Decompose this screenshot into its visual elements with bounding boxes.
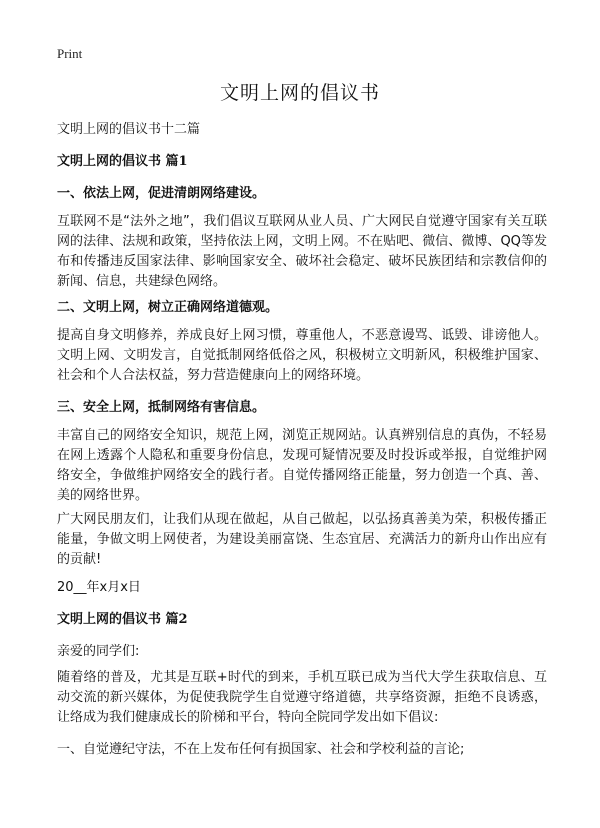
article-1-heading: 文明上网的倡议书 篇1 xyxy=(57,154,188,169)
section-3-heading: 三、安全上网，抵制网络有害信息。 xyxy=(57,400,266,415)
document-subtitle: 文明上网的倡议书十二篇 xyxy=(57,122,201,137)
closing-paragraph: 广大网民朋友们，让我们从现在做起，从自己做起，以弘扬真善美为荣，积极传播正能量，争做文明上网使者，为建设美丽富饶、生态宜居、充满活力的新舟山作出应有的贡献! xyxy=(57,512,547,567)
section-1-text: 互联网不是“法外之地”，我们倡议互联网从业人员、广大网民自觉遵守国家有关互联网的法律、法规和政策，坚持依法上网，文明上网。不在贴吧、微信、微博、QQ等发布和传播违反国家法律、影响国家安全、破坏社会稳定、破坏民族团结和宗教信仰的新闻、信息，共建绿色网络。 xyxy=(57,214,547,289)
intro-paragraph: 随着络的普及，尤其是互联+时代的到来，手机互联已成为当代大学生获取信息、互动交流的新兴媒体，为促使我院学生自觉遵守络道德，共享络资源，拒绝不良诱惑，让络成为我们健康成长的阶梯和平台，特向全院同学发出如下倡议: xyxy=(57,670,547,725)
section-2-heading: 二、文明上网，树立正确网络道德观。 xyxy=(57,300,279,315)
page-title: 文明上网的倡议书 xyxy=(219,82,380,104)
section-3-text: 丰富自己的网络安全知识，规范上网，浏览正规网站。认真辨别信息的真伪，不轻易在网上透露个人隐私和重要身份信息，发现可疑情况要及时投诉或举报，自觉维护网络安全，争做维护网络安全的践行者。自觉传播网络正能量，努力创造一个真、善、美的网络世界。 xyxy=(57,428,547,503)
section-1-heading: 一、依法上网，促进清朗网络建设。 xyxy=(57,186,266,201)
section-2-text: 提高自身文明修养，养成良好上网习惯，尊重他人，不恶意谩骂、诋毁、诽谤他人。文明上网、文明发言，自觉抵制网络低俗之风，积极树立文明新风，积极维护国家、社会和个人合法权益，努力营造健康向上的网络环境。 xyxy=(57,328,547,383)
date-line: 20__年x月x日 xyxy=(57,580,141,595)
proposal-item-1: 一、自觉遵纪守法，不在上发布任何有损国家、社会和学校利益的言论; xyxy=(57,742,465,757)
article-2-heading: 文明上网的倡议书 篇2 xyxy=(57,612,188,627)
greeting: 亲爱的同学们: xyxy=(57,644,140,659)
print-link[interactable]: Print xyxy=(57,46,83,61)
